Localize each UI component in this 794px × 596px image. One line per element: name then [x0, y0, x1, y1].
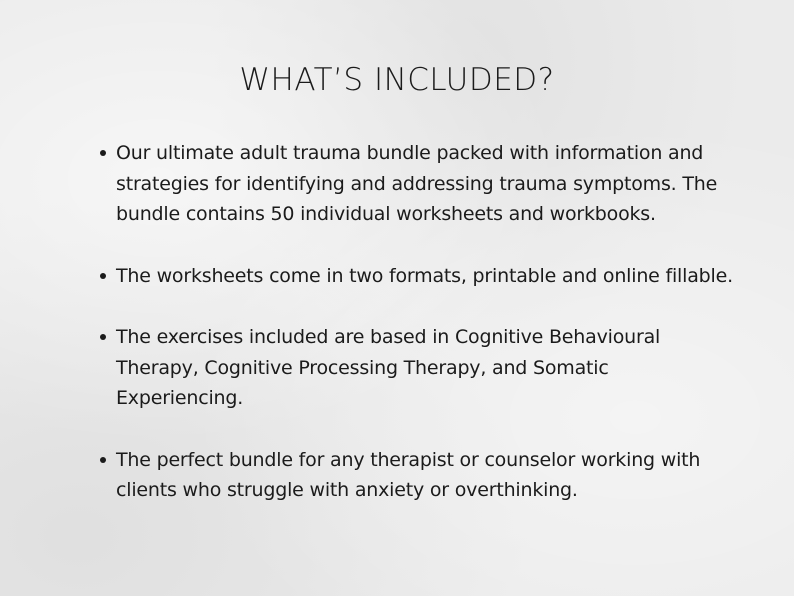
- list-item-text: Our ultimate adult trauma bundle packed with information and strategies for identifying and addressing trauma symptoms. The bundle contains 50 individual worksheets and workbooks.: [116, 142, 718, 225]
- list-item-text: The exercises included are based in Cognitive Behavioural Therapy, Cognitive Processing Therapy, and Somatic Experiencing.: [116, 326, 661, 409]
- list-item: [97, 261, 737, 292]
- bullet-icon: [100, 273, 106, 279]
- list-item-text: The perfect bundle for any therapist or counselor working with clients who struggle with anxiety or overthinking.: [116, 448, 701, 501]
- included-list: [97, 138, 737, 506]
- bullet-icon: [100, 457, 106, 463]
- page-title: WHAT’S INCLUDED?: [239, 62, 555, 98]
- list-item: [97, 322, 737, 414]
- list-item: [97, 138, 737, 230]
- list-item: [97, 445, 737, 506]
- bullet-icon: [100, 334, 106, 340]
- list-item-text: The worksheets come in two formats, printable and online fillable.: [116, 264, 733, 287]
- bullet-icon: [100, 150, 106, 156]
